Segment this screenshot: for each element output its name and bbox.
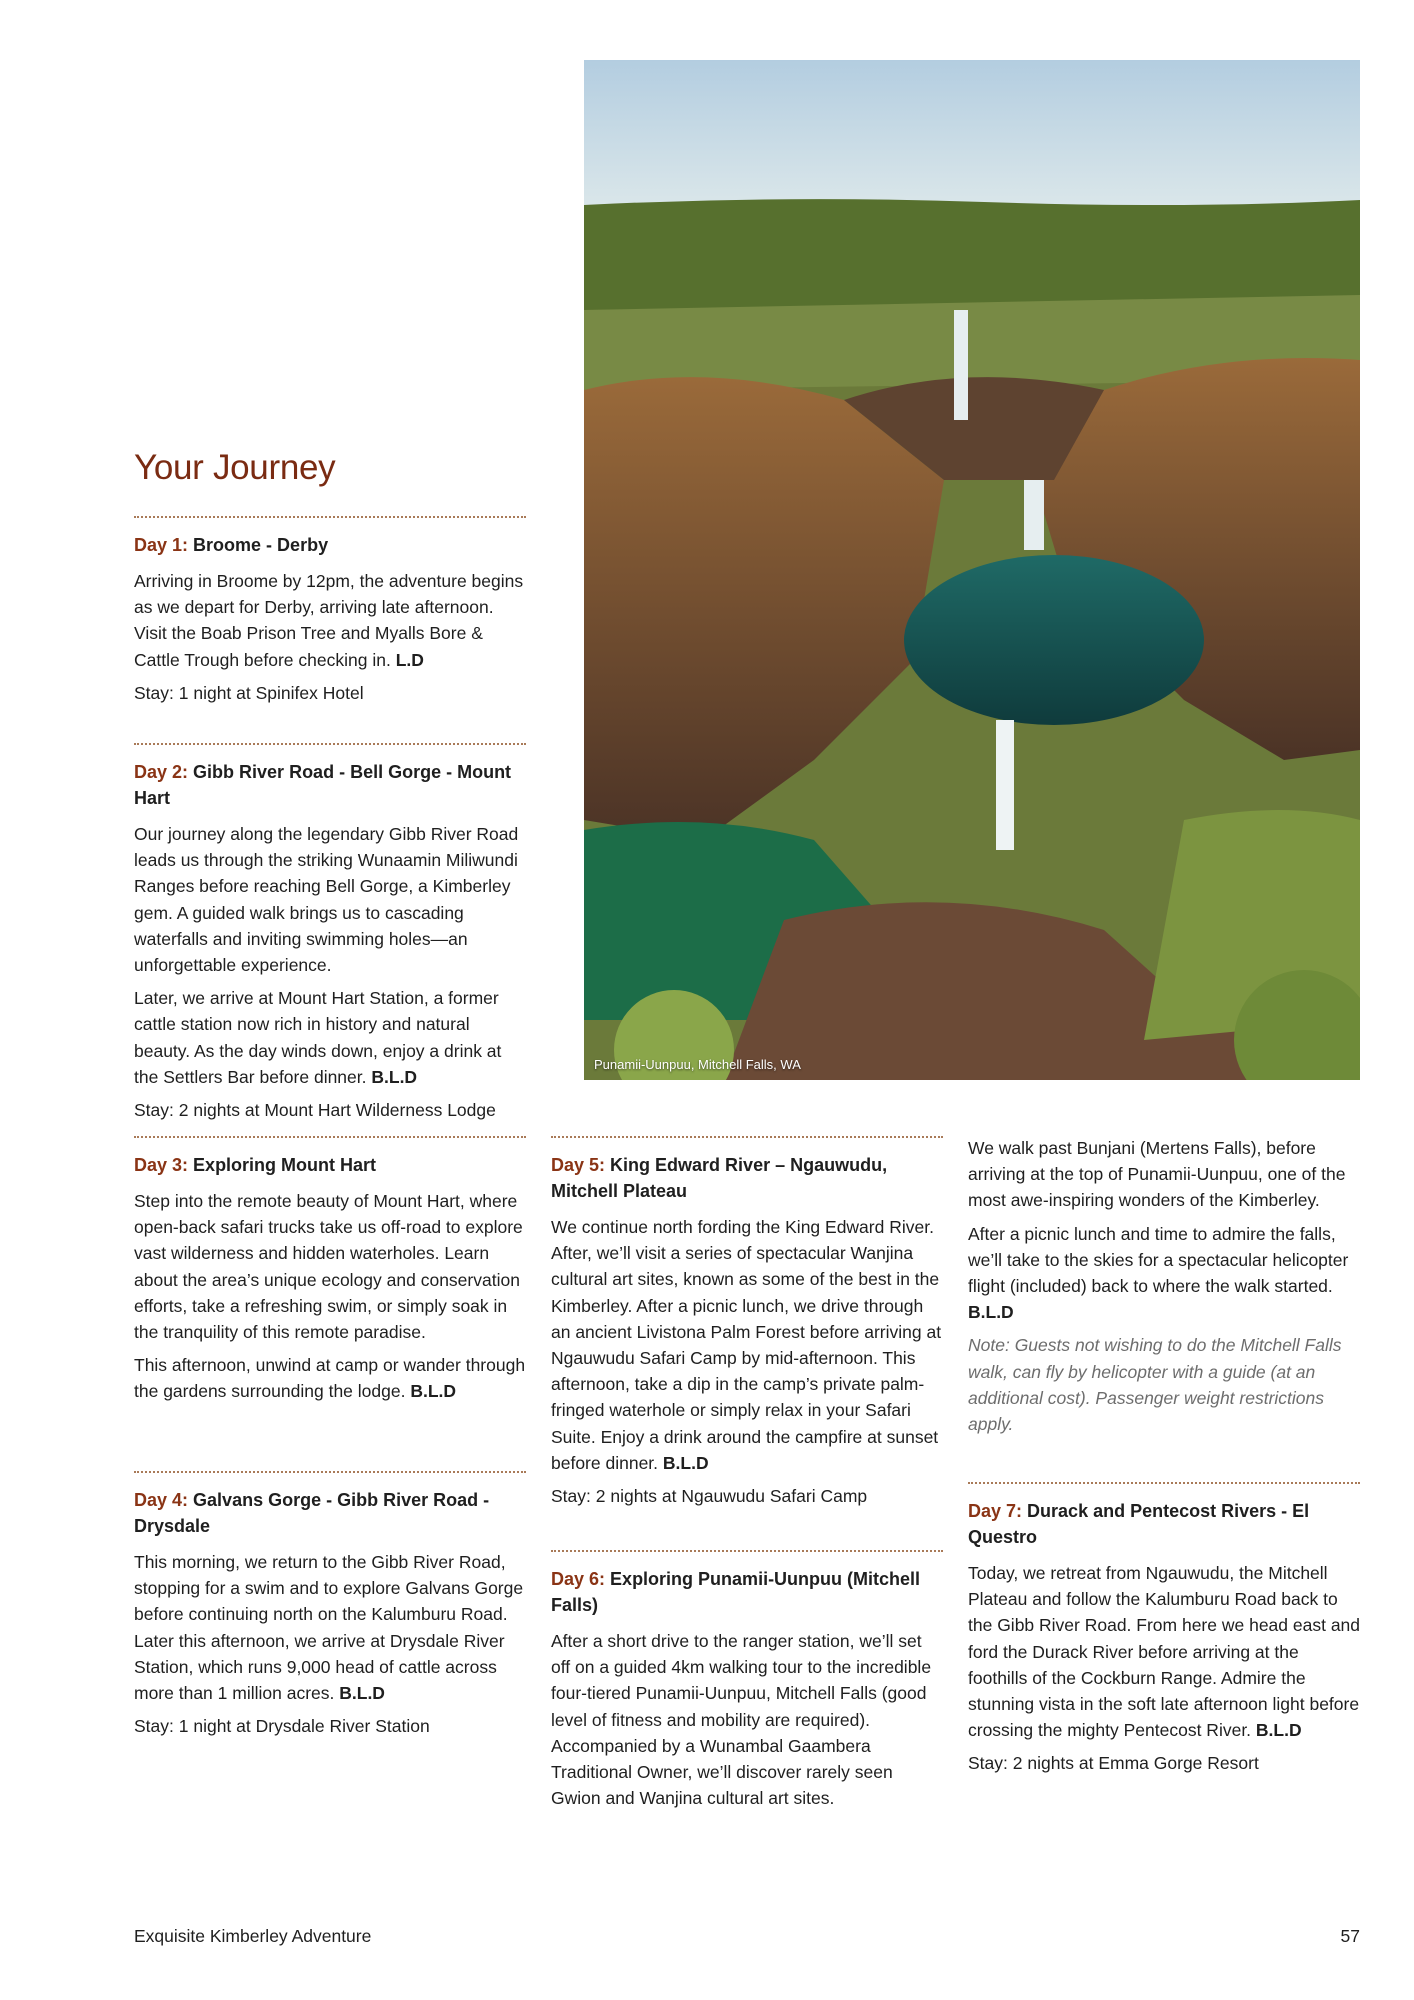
- photo-caption: Punamii-Uunpuu, Mitchell Falls, WA: [594, 1057, 801, 1072]
- day-text: This afternoon, unwind at camp or wander through the gardens surrounding the lodge. B.L.D: [134, 1355, 526, 1402]
- day-text: Today, we retreat from Ngauwudu, the Mitchell Plateau and follow the Kalumburu Road back to the Gibb River Road. From here we head east and ford the Durack River before arriving at the foothills of the Cockburn Range. Admire the stunning vista in the soft late afternoon light before crossing the mighty Pentecost River. B.L.D: [968, 1563, 1361, 1741]
- divider: [134, 516, 526, 518]
- divider: [134, 1136, 526, 1138]
- divider: [551, 1550, 943, 1552]
- day-5-section: [551, 1136, 943, 1516]
- stay-text: Stay: 2 nights at Mount Hart Wilderness Lodge: [134, 1100, 496, 1121]
- day-text: Our journey along the legendary Gibb River Road leads us through the striking Wunaamin Miliwundi Ranges before reaching Bell Gorge, a Kimberley gem. A guided walk brings us to cascading waterfalls and inviting swimming holes—an unforgettable experience.: [134, 824, 519, 976]
- day-2-section: [134, 743, 526, 1130]
- day-text: After a picnic lunch and time to admire the falls, we’ll take to the skies for a spectacular helicopter flight (included) back to where the walk started. B.L.D: [968, 1223, 1349, 1323]
- stay-text: Stay: 1 night at Drysdale River Station: [134, 1716, 430, 1737]
- day-heading: Day 7: Durack and Pentecost Rivers - El Questro: [968, 1501, 1310, 1547]
- day-text: We walk past Bunjani (Mertens Falls), before arriving at the top of Punamii-Uunpuu, one of the most awe-inspiring wonders of the Kimberley.: [968, 1138, 1346, 1211]
- day-heading: Day 3: Exploring Mount Hart: [134, 1155, 377, 1175]
- divider: [551, 1136, 943, 1138]
- day-text: Arriving in Broome by 12pm, the adventure begins as we depart for Derby, arriving late afternoon. Visit the Boab Prison Tree and Myalls Bore & Cattle Trough before checking in. L.D: [134, 571, 524, 670]
- waterfall-illustration: [584, 60, 1360, 1080]
- stay-text: Stay: 1 night at Spinifex Hotel: [134, 682, 364, 703]
- day-7-section: [968, 1482, 1360, 1784]
- day-6-section: [551, 1550, 943, 1818]
- day-6-continued: [968, 1135, 1360, 1444]
- day-heading: Day 5: King Edward River – Ngauwudu, Mitchell Plateau: [551, 1155, 888, 1201]
- day-heading: Day 2: Gibb River Road - Bell Gorge - Mount Hart: [134, 762, 512, 808]
- stay-text: Stay: 2 nights at Ngauwudu Safari Camp: [551, 1486, 868, 1507]
- day-3-section: [134, 1136, 526, 1412]
- hero-photo: [584, 60, 1360, 1080]
- day-text: We continue north fording the King Edward River. After, we’ll visit a series of spectacular Wanjina cultural art sites, known as some of the best in the Kimberley. After a picnic lunch, we drive through an ancient Livistona Palm Forest before arriving at Ngauwudu Safari Camp by mid-afternoon. This afternoon, take a dip in the camp’s private palm-fringed waterhole or simply relax in your Safari Suite. Enjoy a drink around the campfire at sunset before dinner. B.L.D: [551, 1217, 942, 1473]
- page-heading: Your Journey: [134, 448, 336, 487]
- divider: [134, 1471, 526, 1473]
- page-number: 57: [1340, 1926, 1360, 1946]
- day-text: After a short drive to the ranger station, we’ll set off on a guided 4km walking tour to the incredible four-tiered Punamii-Uunpuu, Mitchell Falls (good level of fitness and mobility are required). Accompanied by a Wunambal Gaambera Traditional Owner, we’ll discover rarely seen Gwion and Wanjina cultural art sites.: [551, 1631, 932, 1809]
- stay-text: Stay: 2 nights at Emma Gorge Resort: [968, 1753, 1259, 1774]
- day-heading: Day 6: Exploring Punamii-Uunpuu (Mitchell Falls): [551, 1569, 921, 1615]
- day-text: Step into the remote beauty of Mount Hart, where open-back safari trucks take us off-road to explore vast wilderness and hidden waterholes. Learn about the area’s unique ecology and conservation efforts, take a refreshing swim, or simply soak in the tranquility of this remote paradise.: [134, 1191, 523, 1343]
- note-text: Note: Guests not wishing to do the Mitchell Falls walk, can fly by helicopter with a guide (at an additional cost). Passenger weight restrictions apply.: [968, 1335, 1342, 1435]
- day-text: This morning, we return to the Gibb River Road, stopping for a swim and to explore Galvans Gorge before continuing north on the Kalumburu Road. Later this afternoon, we arrive at Drysdale River Station, which runs 9,000 head of cattle across more than 1 million acres. B.L.D: [134, 1552, 524, 1704]
- day-text: Later, we arrive at Mount Hart Station, a former cattle station now rich in history and natural beauty. As the day winds down, enjoy a drink at the Settlers Bar before dinner. B.L.D: [134, 988, 502, 1087]
- divider: [134, 743, 526, 745]
- day-4-section: [134, 1471, 526, 1746]
- day-heading: Day 4: Galvans Gorge - Gibb River Road - Drysdale: [134, 1490, 490, 1536]
- footer-title: Exquisite Kimberley Adventure: [134, 1926, 372, 1946]
- day-1-section: [134, 516, 526, 713]
- divider: [968, 1482, 1360, 1484]
- day-heading: Day 1: Broome - Derby: [134, 535, 329, 555]
